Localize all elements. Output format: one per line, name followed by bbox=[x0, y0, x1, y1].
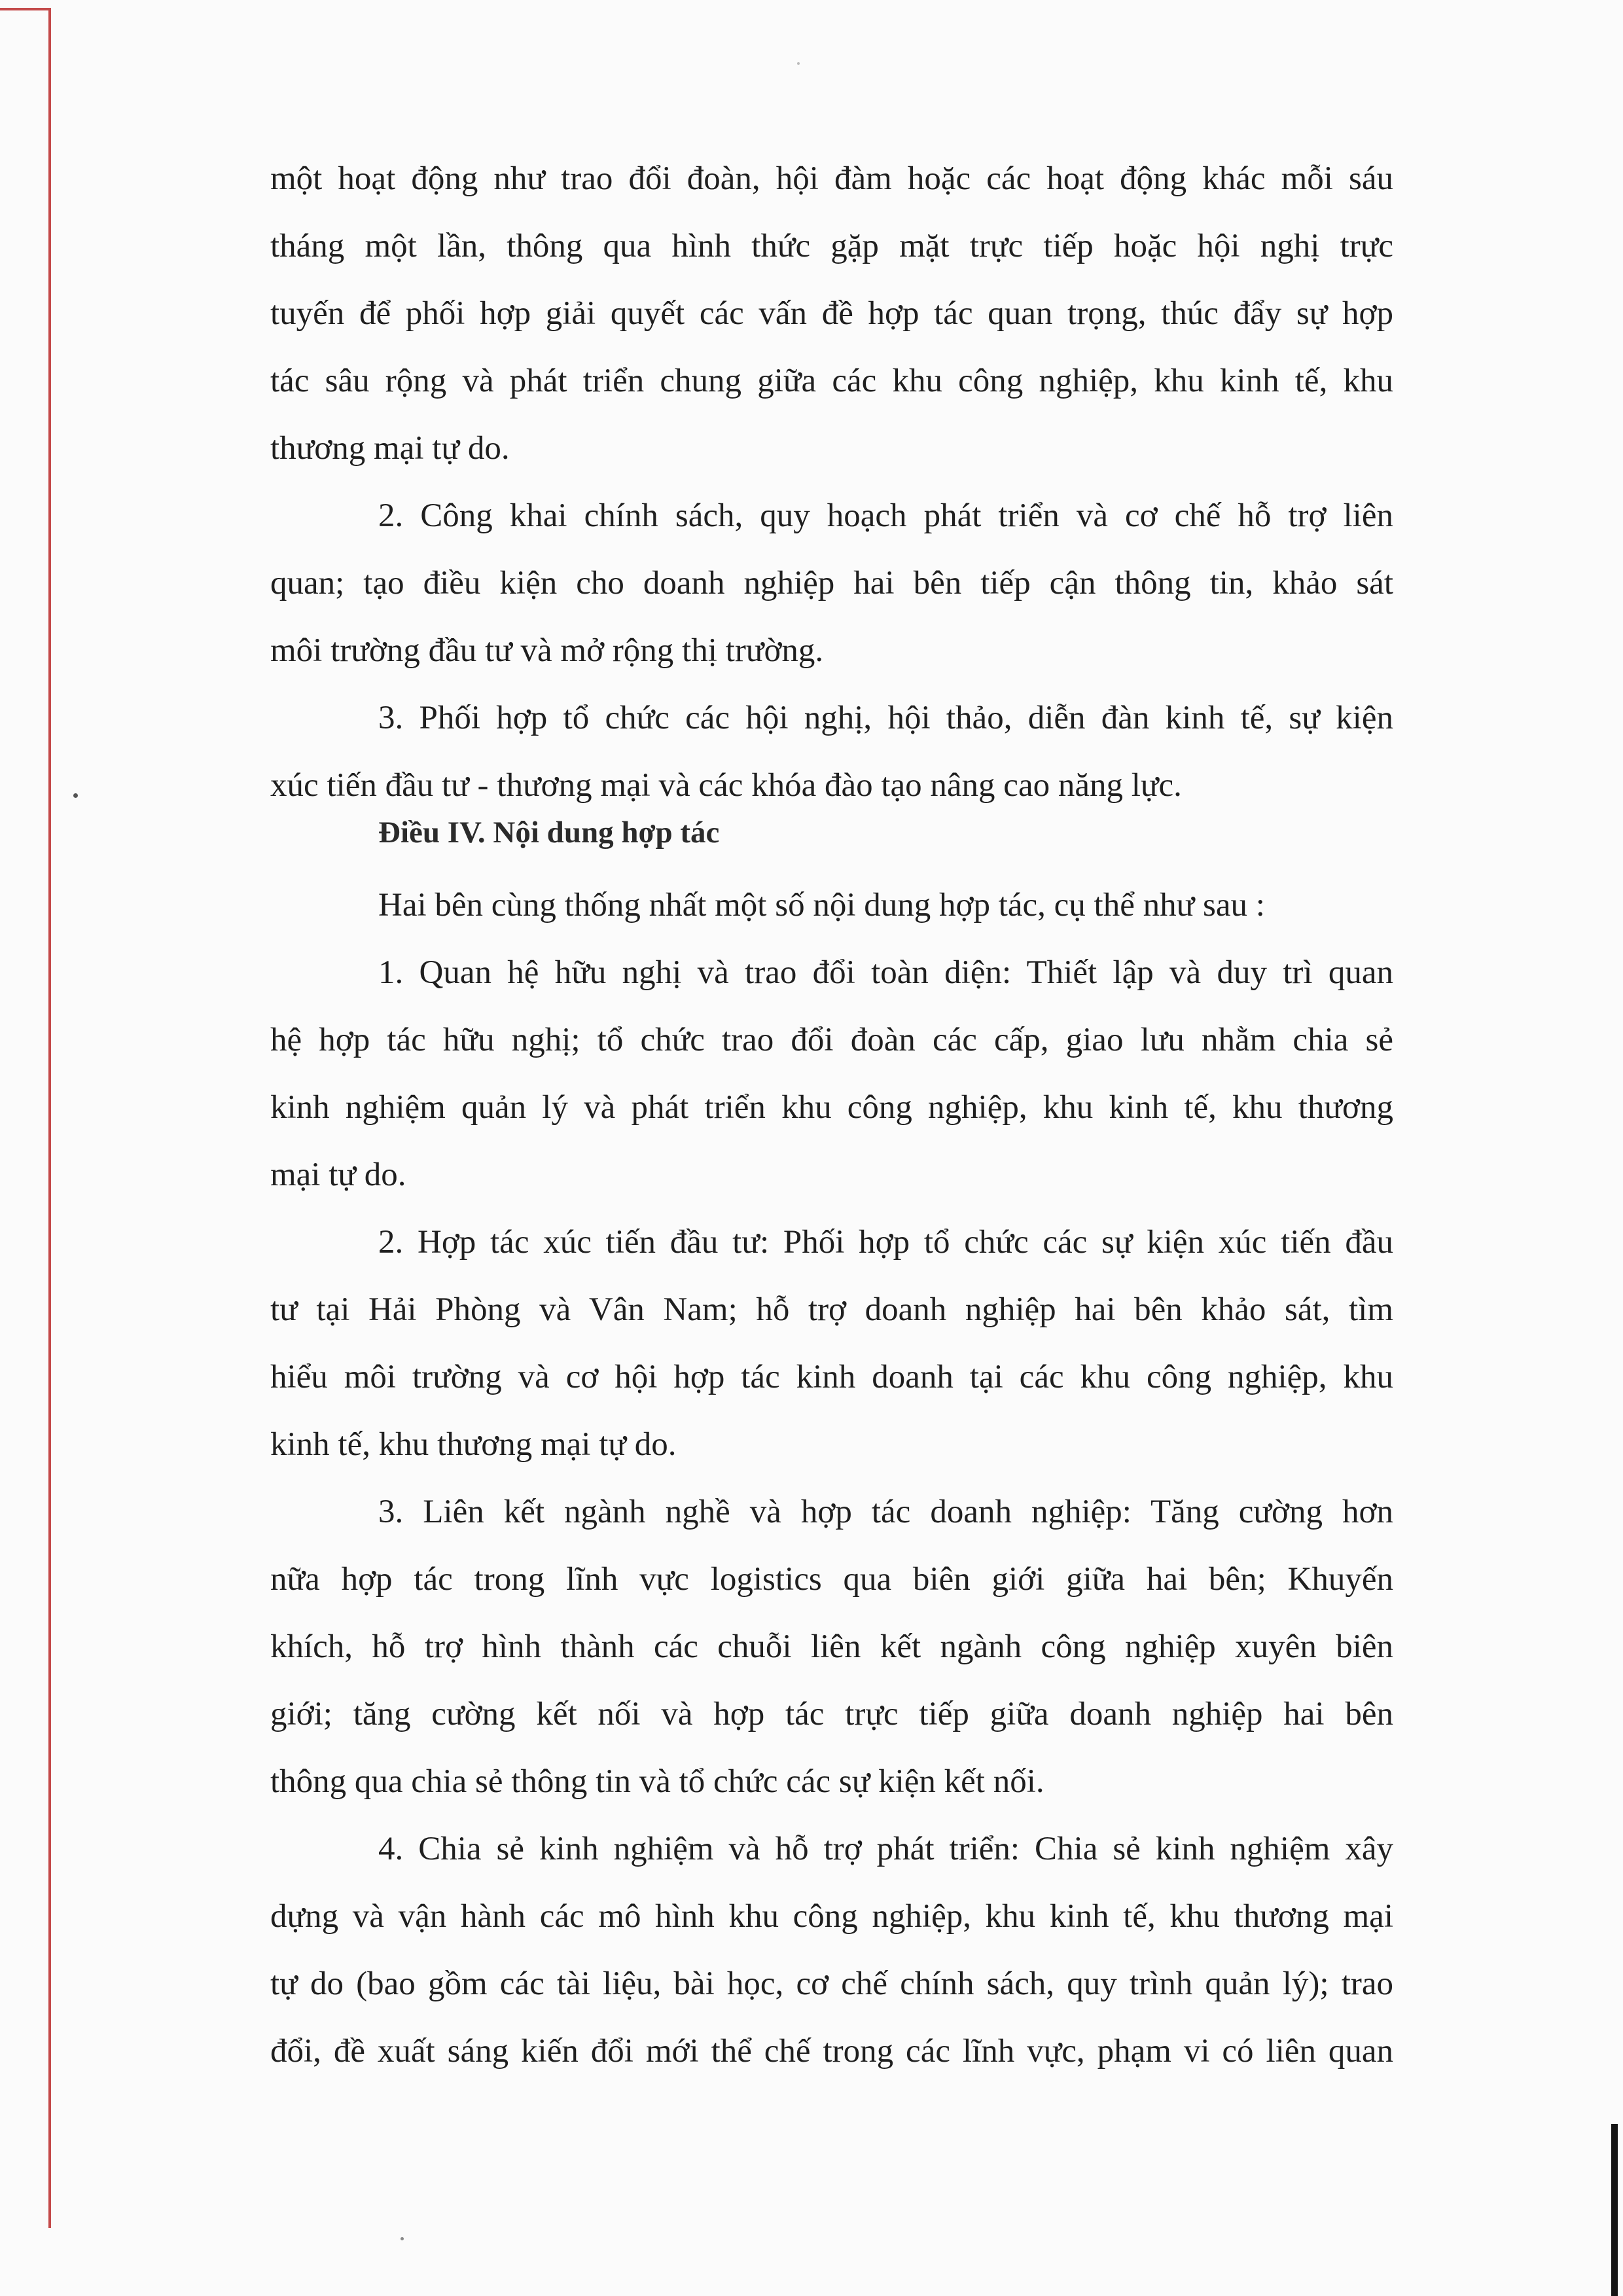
text-line: dựng và vận hành các mô hình khu công nghiệp, khu kinh tế, khu thương mại bbox=[270, 1898, 1393, 1935]
text-line: Hai bên cùng thống nhất một số nội dung hợp tác, cụ thể như sau : bbox=[378, 887, 1265, 924]
text-line: mại tự do. bbox=[270, 1157, 406, 1193]
text-line: xúc tiến đầu tư - thương mại và các khóa đào tạo nâng cao năng lực. bbox=[270, 767, 1182, 804]
scan-speck bbox=[797, 62, 800, 65]
scan-speck bbox=[401, 2237, 404, 2240]
text-line: 2. Hợp tác xúc tiến đầu tư: Phối hợp tổ chức các sự kiện xúc tiến đầu bbox=[378, 1224, 1393, 1261]
section-heading-text: Điều IV. Nội dung hợp tác bbox=[378, 819, 720, 850]
text-line: hiểu môi trường và cơ hội hợp tác kinh doanh tại các khu công nghiệp, khu bbox=[270, 1359, 1393, 1395]
text-line: kinh nghiệm quản lý và phát triển khu công nghiệp, khu kinh tế, khu thương bbox=[270, 1089, 1393, 1126]
text-line: tác sâu rộng và phát triển chung giữa các khu công nghiệp, khu kinh tế, khu bbox=[270, 363, 1393, 399]
document-body bbox=[270, 145, 1393, 2085]
text-line: 3. Liên kết ngành nghề và hợp tác doanh nghiệp: Tăng cường hơn bbox=[378, 1494, 1393, 1530]
text-line: môi trường đầu tư và mở rộng thị trường. bbox=[270, 632, 824, 669]
text-line: 1. Quan hệ hữu nghị và trao đổi toàn diện: Thiết lập và duy trì quan bbox=[378, 954, 1393, 991]
margin-line-vertical bbox=[48, 9, 51, 2228]
text-line: tự do (bao gồm các tài liệu, bài học, cơ chế chính sách, quy trình quản lý); trao bbox=[270, 1965, 1393, 2002]
text-line: kinh tế, khu thương mại tự do. bbox=[270, 1426, 677, 1463]
scan-speck bbox=[73, 793, 78, 798]
text-line: một hoạt động như trao đổi đoàn, hội đàm hoặc các hoạt động khác mỗi sáu bbox=[270, 160, 1393, 197]
text-line: khích, hỗ trợ hình thành các chuỗi liên kết ngành công nghiệp xuyên biên bbox=[270, 1628, 1393, 1665]
text-line: quan; tạo điều kiện cho doanh nghiệp hai bên tiếp cận thông tin, khảo sát bbox=[270, 565, 1393, 601]
margin-line-horizontal bbox=[0, 8, 51, 10]
section-heading bbox=[270, 819, 1393, 872]
scan-edge-shadow bbox=[1611, 2124, 1618, 2296]
text-line: tư tại Hải Phòng và Vân Nam; hỗ trợ doanh nghiệp hai bên khảo sát, tìm bbox=[270, 1291, 1393, 1328]
text-line: tuyến để phối hợp giải quyết các vấn đề hợp tác quan trọng, thúc đẩy sự hợp bbox=[270, 295, 1393, 332]
text-line: 4. Chia sẻ kinh nghiệm và hỗ trợ phát triển: Chia sẻ kinh nghiệm xây bbox=[378, 1831, 1393, 1867]
text-line: 3. Phối hợp tổ chức các hội nghị, hội thảo, diễn đàn kinh tế, sự kiện bbox=[378, 700, 1393, 736]
text-line: đổi, đề xuất sáng kiến đổi mới thể chế trong các lĩnh vực, phạm vi có liên quan bbox=[270, 2033, 1393, 2070]
text-line: thông qua chia sẻ thông tin và tổ chức các sự kiện kết nối. bbox=[270, 1763, 1044, 1800]
text-line: nữa hợp tác trong lĩnh vực logistics qua biên giới giữa hai bên; Khuyến bbox=[270, 1561, 1393, 1598]
text-line: thương mại tự do. bbox=[270, 430, 510, 467]
text-line: giới; tăng cường kết nối và hợp tác trực tiếp giữa doanh nghiệp hai bên bbox=[270, 1696, 1393, 1732]
text-line: tháng một lần, thông qua hình thức gặp mặt trực tiếp hoặc hội nghị trực bbox=[270, 228, 1393, 264]
text-line: 2. Công khai chính sách, quy hoạch phát triển và cơ chế hỗ trợ liên bbox=[378, 497, 1393, 534]
text-line: hệ hợp tác hữu nghị; tổ chức trao đổi đoàn các cấp, giao lưu nhằm chia sẻ bbox=[270, 1022, 1393, 1058]
